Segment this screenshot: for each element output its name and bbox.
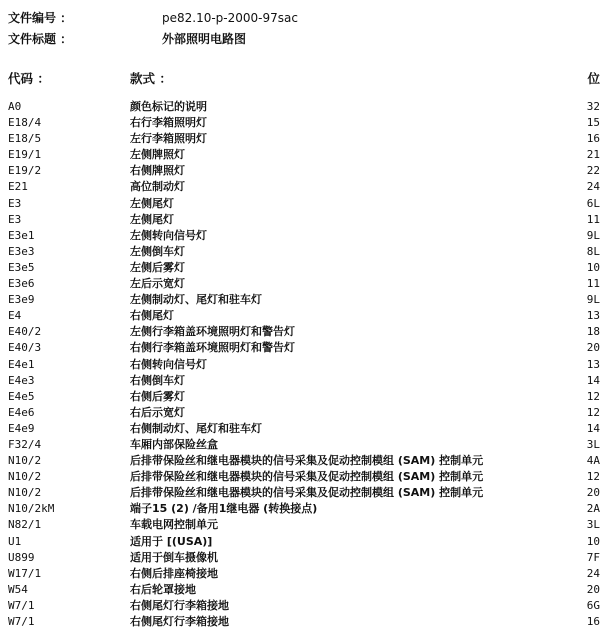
row-description: 后排带保险丝和继电器模块的信号采集及促动控制模组 (SAM) 控制单元	[130, 454, 484, 468]
row-code: E19/1	[8, 148, 42, 162]
table-row	[0, 598, 600, 614]
table-row	[0, 324, 600, 340]
row-position: 11	[586, 212, 600, 226]
row-description: 右侧牌照灯	[130, 164, 185, 178]
table-row	[0, 115, 600, 131]
row-position: 10	[586, 260, 600, 274]
table-row	[0, 340, 600, 356]
row-position: 18	[586, 325, 600, 339]
table-row	[0, 179, 600, 195]
table-row	[0, 373, 600, 389]
row-position: 4A	[586, 454, 600, 468]
table-row	[0, 196, 600, 212]
row-code: N10/2	[8, 470, 42, 484]
row-code: E3e9	[8, 293, 35, 307]
row-code: W7/1	[8, 598, 35, 612]
table-row	[0, 453, 600, 469]
row-code: E3e5	[8, 260, 35, 274]
component-table	[0, 99, 600, 630]
row-position: 13	[586, 357, 600, 371]
row-position: 2A	[586, 502, 600, 516]
row-code: E3e6	[8, 277, 35, 291]
row-code: E3	[8, 212, 22, 226]
table-row	[0, 308, 600, 324]
table-row	[0, 292, 600, 308]
row-code: U899	[8, 550, 35, 564]
row-position: 12	[586, 389, 600, 403]
row-position: 24	[586, 180, 600, 194]
row-description: 右侧尾灯	[130, 309, 174, 323]
row-code: U1	[8, 534, 22, 548]
row-code: E21	[8, 180, 28, 194]
row-code: E4e5	[8, 389, 35, 403]
row-description: 后排带保险丝和继电器模块的信号采集及促动控制模组 (SAM) 控制单元	[130, 486, 484, 500]
table-row	[0, 421, 600, 437]
table-row	[0, 485, 600, 501]
row-code: E18/4	[8, 116, 42, 130]
table-row	[0, 517, 600, 533]
table-row	[0, 614, 600, 630]
row-code: W7/1	[8, 615, 35, 628]
row-description: 左侧尾灯	[130, 212, 174, 226]
table-row	[0, 550, 600, 566]
row-code: N82/1	[8, 518, 42, 532]
table-row	[0, 469, 600, 485]
row-description: 车载电网控制单元	[130, 518, 218, 532]
row-code: E40/3	[8, 341, 42, 355]
table-row	[0, 99, 600, 115]
row-description: 右侧尾灯行李箱接地	[130, 598, 229, 612]
row-description: 适用于倒车摄像机	[130, 550, 218, 564]
table-row	[0, 582, 600, 598]
row-description: 端子15 (2) /备用1继电器 (转换接点)	[130, 502, 318, 516]
table-row	[0, 389, 600, 405]
table-row	[0, 501, 600, 517]
row-code: W54	[8, 582, 28, 596]
document-number-label: 文件编号 ：	[8, 11, 73, 25]
row-position: 11	[586, 277, 600, 291]
row-code: W17/1	[8, 566, 42, 580]
row-description: 左侧牌照灯	[130, 148, 185, 162]
row-position: 14	[586, 421, 600, 435]
row-description: 左行李箱照明灯	[130, 132, 207, 146]
table-row	[0, 534, 600, 550]
table-row	[0, 147, 600, 163]
row-description: 高位制动灯	[130, 180, 185, 194]
row-description: 右行李箱照明灯	[130, 116, 207, 130]
row-code: N10/2kM	[8, 502, 55, 516]
row-position: 3L	[586, 518, 600, 532]
row-code: E4e9	[8, 421, 35, 435]
row-code: E4e6	[8, 405, 35, 419]
row-position: 6L	[586, 196, 600, 210]
row-description: 右后轮罩接地	[130, 582, 196, 596]
table-row	[0, 244, 600, 260]
row-position: 12	[586, 405, 600, 419]
document-title-label: 文件标题 ：	[8, 32, 73, 46]
row-code: E3e3	[8, 244, 35, 258]
row-position: 7F	[586, 550, 600, 564]
row-position: 22	[586, 164, 600, 178]
row-position: 16	[586, 132, 600, 146]
row-position: 3L	[586, 437, 600, 451]
table-row	[0, 405, 600, 421]
row-code: E19/2	[8, 164, 42, 178]
column-header-position: 位	[587, 71, 600, 86]
row-description: 左侧倒车灯	[130, 244, 185, 258]
row-description: 车厢内部保险丝盒	[130, 437, 218, 451]
row-description: 左后示宽灯	[130, 277, 185, 291]
row-code: E4	[8, 309, 22, 323]
row-position: 21	[586, 148, 600, 162]
row-code: E4e3	[8, 373, 35, 387]
row-description: 右侧转向信号灯	[130, 357, 207, 371]
row-position: 16	[586, 615, 600, 628]
table-row	[0, 163, 600, 179]
row-position: 32	[586, 100, 600, 113]
row-description: 右后示宽灯	[130, 405, 185, 419]
table-row	[0, 357, 600, 373]
row-description: 后排带保险丝和继电器模块的信号采集及促动控制模组 (SAM) 控制单元	[130, 470, 484, 484]
row-position: 9L	[586, 293, 600, 307]
row-code: E3	[8, 196, 22, 210]
row-description: 左侧后雾灯	[130, 260, 185, 274]
row-position: 20	[586, 582, 600, 596]
row-description: 右侧后雾灯	[130, 389, 185, 403]
table-row	[0, 437, 600, 453]
row-position: 15	[586, 116, 600, 130]
table-row	[0, 566, 600, 582]
row-code: E3e1	[8, 228, 35, 242]
row-position: 24	[586, 566, 600, 580]
row-description: 左侧尾灯	[130, 196, 174, 210]
document-number-value: pe82.10-p-2000-97sac	[162, 11, 298, 25]
table-row	[0, 212, 600, 228]
row-position: 20	[586, 486, 600, 500]
row-code: F32/4	[8, 437, 42, 451]
table-row	[0, 228, 600, 244]
row-position: 8L	[586, 244, 600, 258]
row-description: 右侧倒车灯	[130, 373, 185, 387]
column-header-code: 代码 ：	[8, 71, 50, 86]
row-position: 6G	[586, 598, 600, 612]
row-position: 12	[586, 470, 600, 484]
row-description: 右侧后排座椅接地	[130, 566, 218, 580]
document-title-value: 外部照明电路图	[162, 32, 247, 46]
row-code: A0	[8, 100, 22, 113]
column-header-style: 款式 ：	[130, 71, 172, 86]
row-code: E4e1	[8, 357, 35, 371]
row-code: N10/2	[8, 454, 42, 468]
row-position: 9L	[586, 228, 600, 242]
row-description: 适用于 [(USA)]	[130, 534, 213, 548]
row-description: 右侧尾灯行李箱接地	[130, 615, 229, 628]
row-description: 颜色标记的说明	[130, 100, 207, 113]
row-description: 左侧转向信号灯	[130, 228, 207, 242]
table-row	[0, 276, 600, 292]
row-code: E18/5	[8, 132, 42, 146]
row-code: E40/2	[8, 325, 42, 339]
row-description: 左侧行李箱盖环境照明灯和警告灯	[130, 325, 295, 339]
row-code: N10/2	[8, 486, 42, 500]
row-position: 13	[586, 309, 600, 323]
table-row	[0, 260, 600, 276]
row-description: 右侧行李箱盖环境照明灯和警告灯	[130, 341, 295, 355]
table-row	[0, 131, 600, 147]
row-position: 14	[586, 373, 600, 387]
row-description: 左侧制动灯、尾灯和驻车灯	[130, 293, 262, 307]
row-position: 10	[586, 534, 600, 548]
row-position: 20	[586, 341, 600, 355]
row-description: 右侧制动灯、尾灯和驻车灯	[130, 421, 262, 435]
